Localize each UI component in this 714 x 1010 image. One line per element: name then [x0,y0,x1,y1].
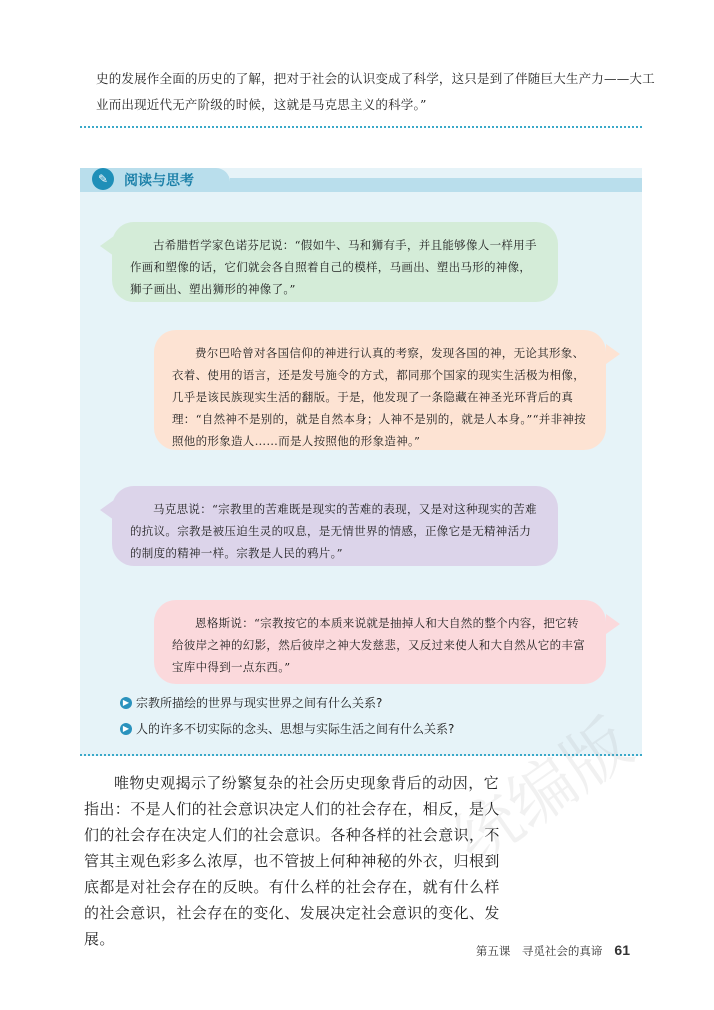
quote-text: 马克思说：“宗教里的苦难既是现实的苦难的表现，又是对这种现实的苦难的抗议。宗教是被压迫生灵的叹息，是无情世界的情感，正像它是无精神活力的制度的精神一样。宗教是人民的鸦片。” [130,502,537,560]
bubble-tail [606,344,620,364]
quote-bubble-engels [154,600,606,684]
page-footer [476,942,630,959]
page-number: 61 [614,942,630,958]
quote-bubble-xenophanes [112,222,558,302]
reading-icon: ✎ [92,168,114,190]
bubble-tail [606,614,620,634]
quote-text: 古希腊哲学家色诺芬尼说：“假如牛、马和狮有手，并且能够像人一样用手作画和塑像的话，它们就会各自照着自己的模样，马画出、塑出马形的神像，狮子画出、塑出狮形的神像了。” [130,238,537,296]
quote-bubble-marx [112,486,558,566]
chapter-title: 第五课 寻觅社会的真谛 [475,944,603,958]
main-paragraph-text: 唯物史观揭示了纷繁复杂的社会历史现象背后的动因，它指出：不是人们的社会意识决定人们的社会存在，相反，是人们的社会存在决定人们的社会意识。各种各样的社会意识，不管其主观色彩多么浓厚，也不管披上何种神秘的外衣，归根到底都是对社会存在的反映。有什么样的社会存在，就有什么样的社会意识，社会存在的变化、发展决定社会意识的变化、发展。 [84,774,500,948]
reading-title: 阅读与思考 [124,173,194,189]
question-item [120,694,382,711]
quote-bubble-feuerbach [154,330,606,450]
top-paragraph: 史的发展作全面的历史的了解，把对于社会的认识变成了科学，这只是到了伴随巨大生产力——大工业而出现近代无产阶级的时候，这就是马克思主义的科学。” [96,71,655,112]
question-item [120,720,454,737]
header-band [230,178,642,192]
dotted-divider-top [80,126,642,128]
question-text: 宗教所描绘的世界与现实世界之间有什么关系? [136,696,383,710]
quote-text: 恩格斯说：“宗教按它的本质来说就是抽掉人和大自然的整个内容，把它转给彼岸之神的幻影，然后彼岸之神大发慈悲，又反过来使人和大自然从它的丰富宝库中得到一点东西。” [172,616,585,674]
question-text: 人的许多不切实际的念头、思想与实际生活之间有什么关系? [136,722,455,736]
watermark: 统编版 [439,704,646,881]
main-paragraph [84,770,504,952]
quote-text: 费尔巴哈曾对各国信仰的神进行认真的考察，发现各国的神，无论其形象、衣着、使用的语言，还是发号施令的方式，都同那个国家的现实生活极为相像，几乎是该民族现实生活的翻版。于是，他发现了一条隐藏在神圣光环背后的真理：“自然神不是别的，就是自然本身；人神不是别的，就是人本身。”“并非神按照他的形象造人……而是人按照他的形象造神。” [172,346,586,448]
arrow-bullet-icon: ▶ [120,697,132,709]
arrow-bullet-icon: ▶ [120,723,132,735]
